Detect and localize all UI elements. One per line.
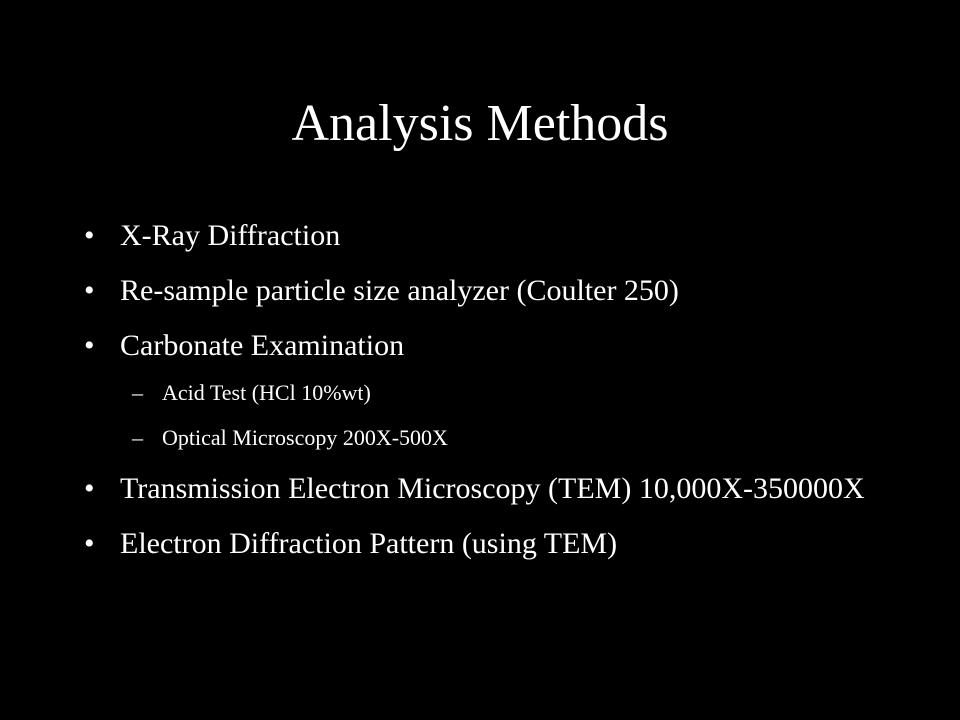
sub-item-optical-microscopy (0, 424, 960, 452)
bullet-icon: • (84, 219, 95, 252)
sub-item-acid-test (0, 379, 960, 407)
bullet-text: Transmission Electron Microscopy (TEM) 10,000X-350000X (120, 472, 865, 505)
bullet-text: Carbonate Examination (120, 329, 405, 362)
dash-icon: – (132, 425, 143, 450)
bullet-item-electron-diffraction (0, 526, 960, 562)
sub-item-text: Acid Test (HCl 10%wt) (162, 380, 371, 405)
bullet-item-carbonate-examination (0, 328, 960, 364)
bullet-item-xray-diffraction (0, 218, 960, 254)
bullet-icon: • (84, 472, 95, 505)
bullet-item-tem (0, 471, 960, 507)
sub-item-text: Optical Microscopy 200X-500X (162, 425, 448, 450)
bullet-icon: • (84, 274, 95, 307)
bullet-text: Electron Diffraction Pattern (using TEM) (120, 527, 618, 560)
bullet-icon: • (84, 329, 95, 362)
bullet-text: Re-sample particle size analyzer (Coulter 250) (120, 274, 679, 307)
dash-icon: – (132, 380, 143, 405)
bullet-item-particle-size-analyzer (0, 273, 960, 309)
slide-title: Analysis Methods (291, 95, 669, 152)
bullet-list (0, 218, 960, 581)
bullet-icon: • (84, 527, 95, 560)
bullet-text: X-Ray Diffraction (120, 219, 341, 252)
